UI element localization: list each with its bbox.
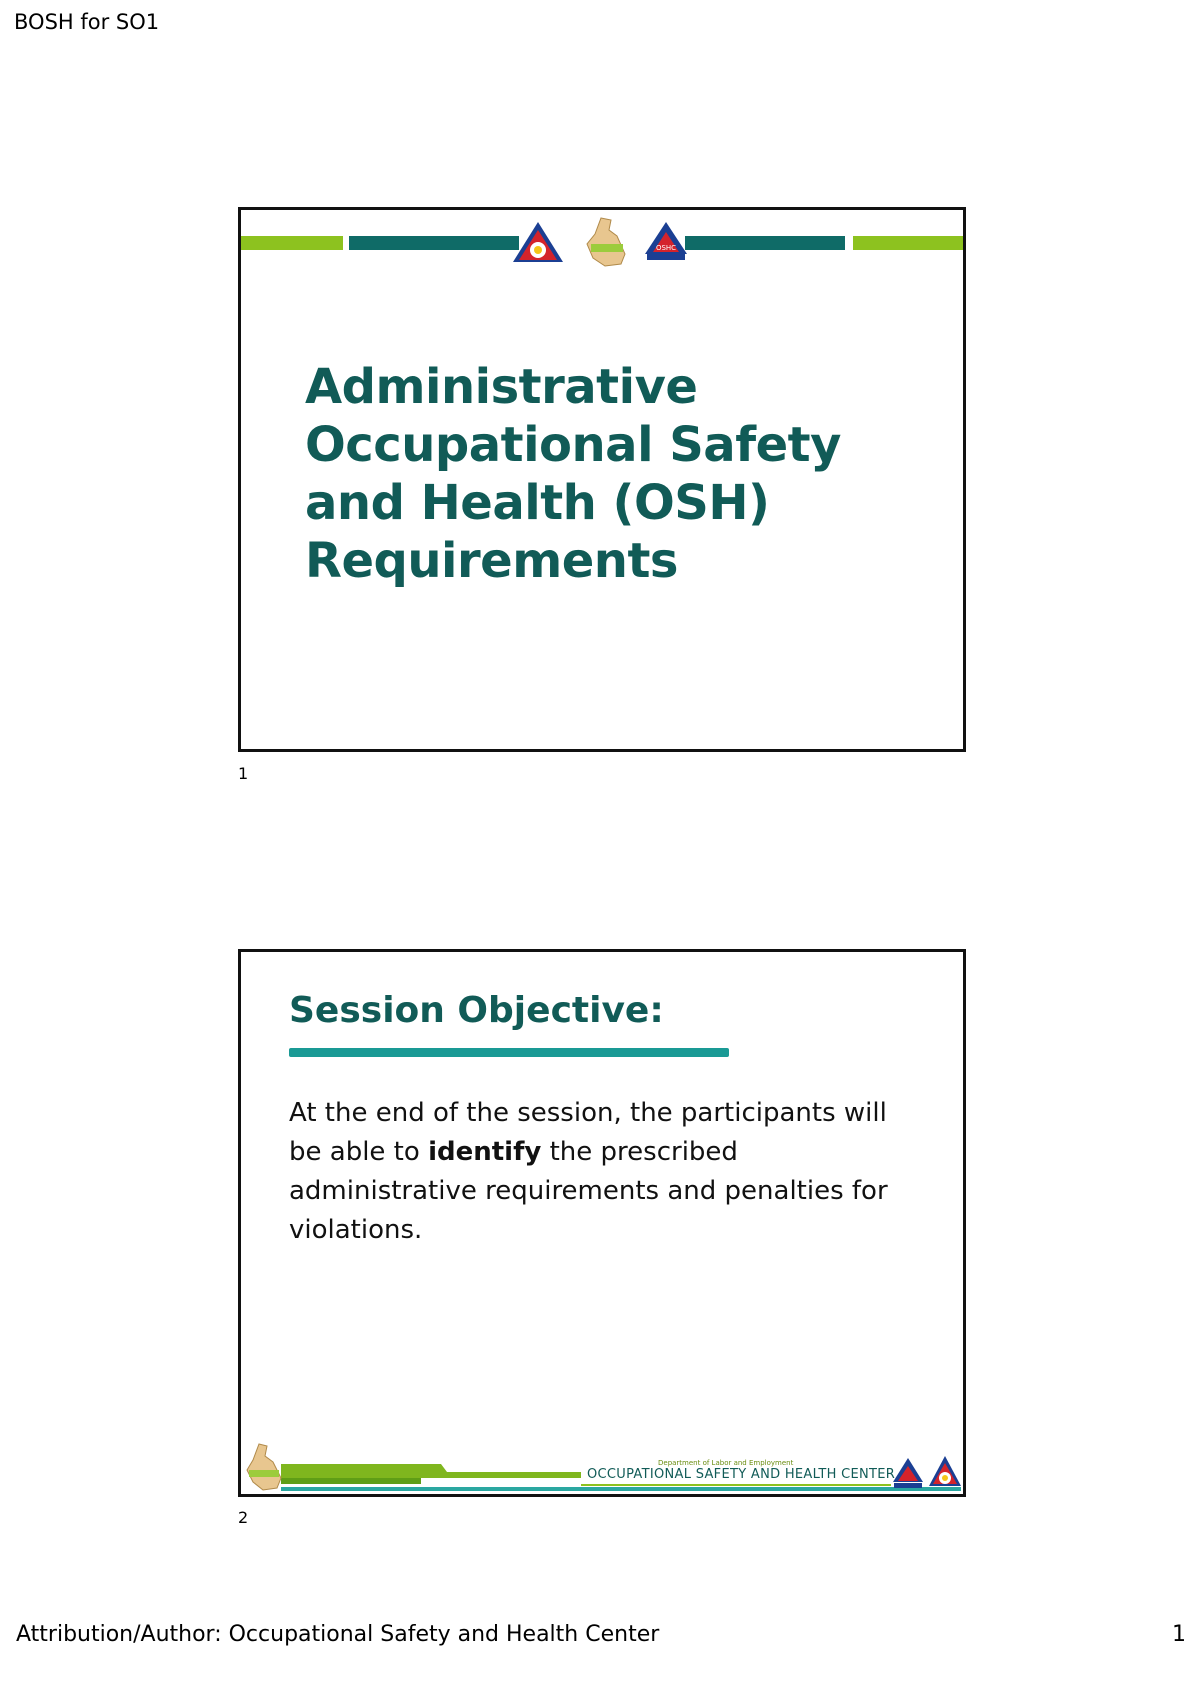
page-number: 1 bbox=[1172, 1622, 1186, 1647]
oshc-logo-icon bbox=[643, 220, 689, 262]
svg-text:OSHC: OSHC bbox=[655, 244, 677, 252]
emphasis-text: identify bbox=[428, 1137, 542, 1167]
page-header: BOSH for SO1 bbox=[14, 10, 160, 34]
slide-body: At the end of the session, the participants will be able to identify the prescribed administrative requirements and penalties for violations. bbox=[289, 1098, 888, 1245]
slide-number: 1 bbox=[238, 764, 249, 783]
footer-department: Department of Labor and Employment bbox=[658, 1459, 794, 1467]
slide-title: Session Objective: bbox=[289, 990, 664, 1031]
philippine-map-logo-icon bbox=[581, 214, 631, 268]
dole-seal-icon bbox=[511, 220, 565, 264]
slide-2 bbox=[238, 949, 966, 1497]
slide-number: 2 bbox=[238, 1508, 249, 1527]
dole-seal-icon bbox=[927, 1454, 963, 1490]
oshc-logo-icon bbox=[891, 1456, 925, 1490]
slide-title: Administrative Occupational Safety and Health (OSH) Requirements bbox=[305, 359, 841, 589]
title-underline bbox=[289, 1048, 729, 1057]
attribution-footer: Attribution/Author: Occupational Safety and Health Center bbox=[16, 1622, 660, 1647]
footer-organization: OCCUPATIONAL SAFETY AND HEALTH CENTER bbox=[587, 1467, 896, 1482]
slide-1 bbox=[238, 207, 966, 752]
philippine-map-logo-icon bbox=[243, 1442, 285, 1492]
